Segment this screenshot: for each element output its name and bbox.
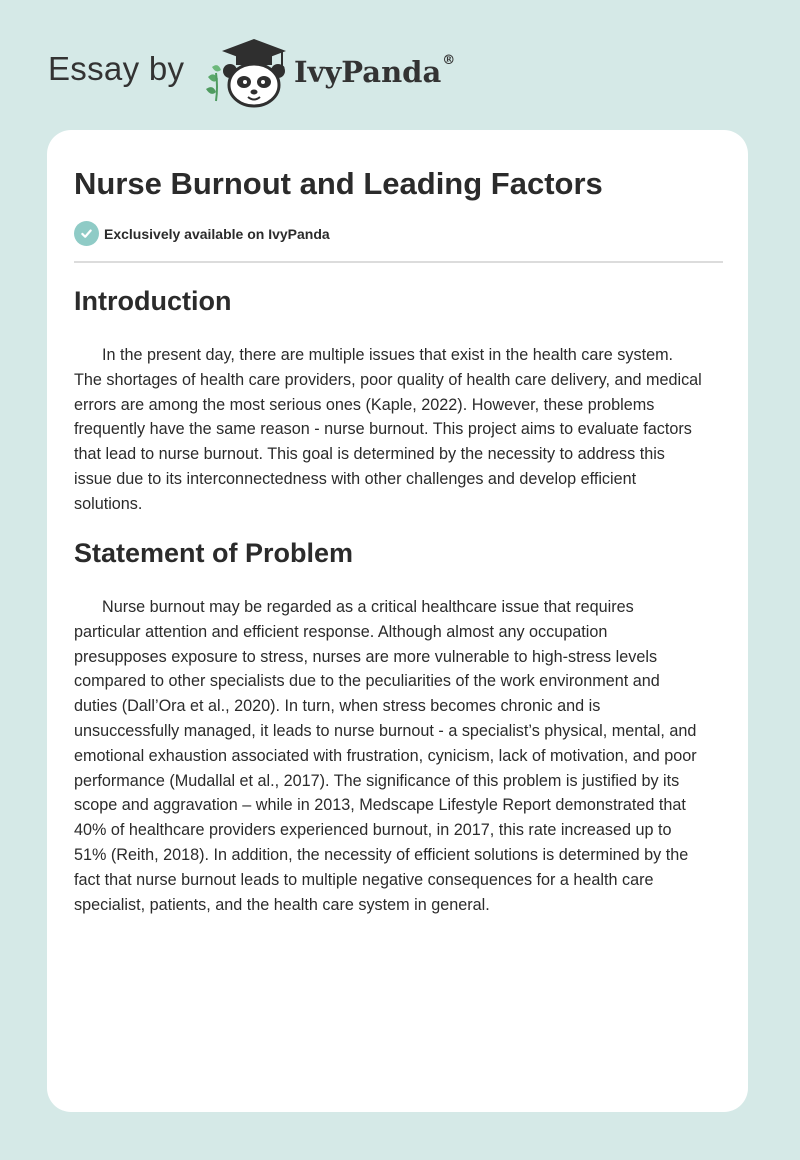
brand-name[interactable]: IvyPanda® xyxy=(294,53,456,89)
text-line: solutions. xyxy=(74,494,143,513)
page-title: Nurse Burnout and Leading Factors xyxy=(74,166,603,201)
text-line: issue due to its interconnectedness with other challenges and develop efficient xyxy=(74,469,637,488)
text-line: unsuccessfully managed, it leads to nurse burnout - a specialist’s physical, mental, and xyxy=(74,721,697,740)
text-line: Nurse burnout may be regarded as a critical healthcare issue that requires xyxy=(102,598,634,616)
text-line: performance (Mudallal et al., 2017). The significance of this problem is justified by its xyxy=(74,771,680,790)
text-line: The shortages of health care providers, poor quality of health care delivery, and medical xyxy=(74,370,702,389)
exclusive-badge xyxy=(74,221,330,246)
site-header xyxy=(0,0,800,120)
essay-card xyxy=(47,130,748,1112)
introduction-paragraph xyxy=(74,343,726,517)
text-line: specialist, patients, and the health care system in general. xyxy=(74,895,490,914)
text-line: errors are among the most serious ones (Kaple, 2022). However, these problems xyxy=(74,395,655,414)
exclusive-label: Exclusively available on IvyPanda xyxy=(104,225,330,242)
text-line: In the present day, there are multiple issues that exist in the health care system. xyxy=(102,346,674,364)
text-line: scope and aggravation – while in 2013, Medscape Lifestyle Report demonstrated that xyxy=(74,796,686,815)
text-line: presupposes exposure to stress, nurses are more vulnerable to high-stress levels xyxy=(74,647,658,666)
text-line: that lead to nurse burnout. This goal is determined by the necessity to address this xyxy=(74,445,665,464)
statement-paragraph xyxy=(74,595,726,917)
essay-by-label: Essay by xyxy=(48,50,185,87)
text-line: compared to other specialists due to the peculiarities of the work environment and xyxy=(74,672,660,691)
text-line: fact that nurse burnout leads to multiple negative consequences for a health care xyxy=(74,870,654,889)
text-line: frequently have the same reason - nurse burnout. This project aims to evaluate factors xyxy=(74,420,692,439)
text-line: particular attention and efficient response. Although almost any occupation xyxy=(74,622,608,641)
registered-mark: ® xyxy=(442,53,456,68)
divider xyxy=(74,261,723,263)
check-icon xyxy=(74,221,99,246)
text-line: emotional exhaustion associated with frustration, cynicism, lack of motivation, and poor xyxy=(74,746,697,765)
text-line: 51% (Reith, 2018). In addition, the necessity of efficient solutions is determined by the xyxy=(74,845,689,864)
text-line: 40% of healthcare providers experienced burnout, in 2017, this rate increased up to xyxy=(74,821,672,840)
text-line: duties (Dall’Ora et al., 2020). In turn, when stress becomes chronic and is xyxy=(74,697,601,716)
section-heading-statement-of-problem: Statement of Problem xyxy=(74,538,354,568)
section-heading-introduction: Introduction xyxy=(74,286,232,316)
panda-logo-icon[interactable] xyxy=(202,37,290,109)
